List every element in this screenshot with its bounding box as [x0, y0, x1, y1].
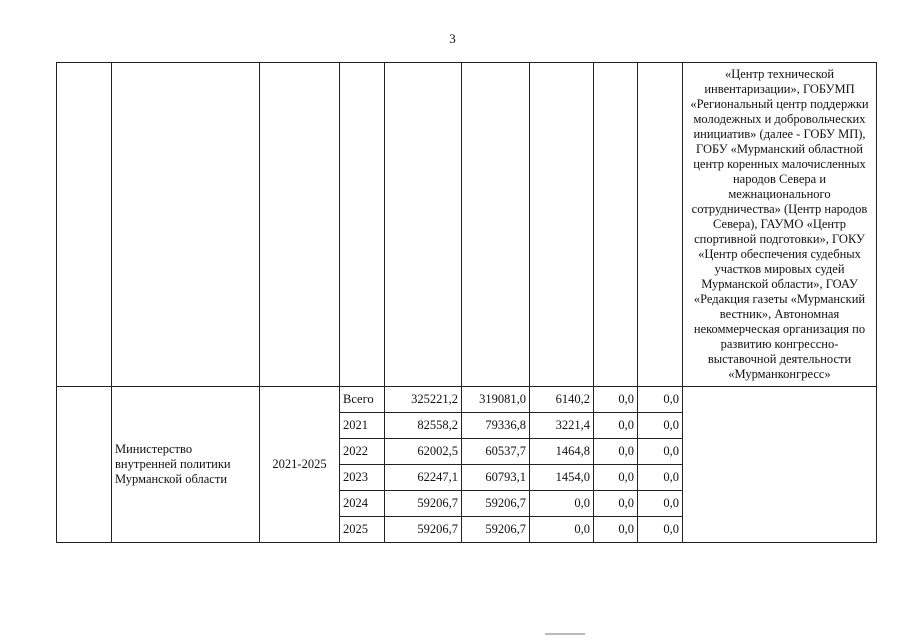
desc-line: межнационального — [728, 187, 831, 201]
empty-cell — [530, 63, 594, 387]
empty-cell — [638, 63, 683, 387]
desc-line: «Редакция газеты «Мурманский — [693, 292, 866, 306]
value-cell: 1464,8 — [530, 439, 594, 465]
value-cell: 3221,4 — [530, 413, 594, 439]
desc-line: развитию конгрессно- — [720, 337, 839, 351]
total-cell: 59206,7 — [385, 491, 462, 517]
empty-cell — [260, 63, 340, 387]
value-cell: 0,0 — [530, 517, 594, 543]
desc-line: спортивной подготовки», ГОКУ — [694, 232, 865, 246]
scan-mark — [545, 633, 585, 635]
value-cell: 0,0 — [594, 491, 638, 517]
value-cell: 0,0 — [594, 413, 638, 439]
value-cell: 0,0 — [638, 413, 683, 439]
desc-line: инвентаризации», ГОБУМП — [704, 82, 855, 96]
value-cell: 0,0 — [638, 387, 683, 413]
value-cell: 60537,7 — [462, 439, 530, 465]
total-cell: 325221,2 — [385, 387, 462, 413]
desc-line: сотрудничества» (Центр народов — [691, 202, 868, 216]
value-cell: 6140,2 — [530, 387, 594, 413]
year-cell: 2025 — [340, 517, 385, 543]
desc-line: ГОБУ «Мурманский областной — [696, 142, 863, 156]
year-cell: 2024 — [340, 491, 385, 517]
desc-line: инициатив» (далее - ГОБУ МП), — [693, 127, 866, 141]
empty-cell — [112, 63, 260, 387]
desc-line: «Центр технической — [724, 67, 835, 81]
value-cell: 0,0 — [594, 465, 638, 491]
year-cell: 2021 — [340, 413, 385, 439]
empty-cell — [683, 387, 877, 543]
empty-cell — [57, 63, 112, 387]
value-cell: 59206,7 — [462, 491, 530, 517]
value-cell: 1454,0 — [530, 465, 594, 491]
empty-cell — [340, 63, 385, 387]
desc-line: выставочной деятельности — [707, 352, 852, 366]
total-cell: 62247,1 — [385, 465, 462, 491]
table-row — [57, 387, 877, 413]
total-cell: 82558,2 — [385, 413, 462, 439]
value-cell: 319081,0 — [462, 387, 530, 413]
desc-line: участков мировых судей — [714, 262, 845, 276]
desc-line: центр коренных малочисленных — [693, 157, 866, 171]
empty-cell — [594, 63, 638, 387]
value-cell: 0,0 — [594, 439, 638, 465]
executors-description — [683, 63, 877, 387]
empty-cell — [385, 63, 462, 387]
organization-period: 2021-2025 — [260, 387, 340, 543]
value-cell: 0,0 — [638, 517, 683, 543]
total-cell: 62002,5 — [385, 439, 462, 465]
desc-line: «Мурманконгресс» — [728, 367, 831, 381]
value-cell: 0,0 — [594, 517, 638, 543]
desc-line: «Региональный центр поддержки — [690, 97, 869, 111]
desc-line: народов Севера и — [732, 172, 827, 186]
budget-table — [56, 62, 877, 543]
desc-line: некоммерческая организация по — [693, 322, 866, 336]
desc-line: вестник», Автономная — [719, 307, 840, 321]
desc-line: молодежных и добровольческих — [693, 112, 866, 126]
year-cell: 2023 — [340, 465, 385, 491]
page-number: 3 — [449, 31, 456, 46]
desc-line: «Центр обеспечения судебных — [698, 247, 861, 261]
value-cell: 0,0 — [638, 439, 683, 465]
organization-name: Министерство внутренней политики Мурманской области — [112, 387, 260, 543]
value-cell: 0,0 — [530, 491, 594, 517]
continuation-row — [57, 63, 877, 387]
desc-line: Мурманской области», ГОАУ — [701, 277, 858, 291]
desc-line: Севера), ГАУМО «Центр — [713, 217, 846, 231]
empty-cell — [57, 387, 112, 543]
value-cell: 0,0 — [638, 491, 683, 517]
total-cell: 59206,7 — [385, 517, 462, 543]
value-cell: 0,0 — [594, 387, 638, 413]
year-cell: 2022 — [340, 439, 385, 465]
value-cell: 0,0 — [638, 465, 683, 491]
year-cell: Всего — [340, 387, 385, 413]
value-cell: 60793,1 — [462, 465, 530, 491]
value-cell: 59206,7 — [462, 517, 530, 543]
value-cell: 79336,8 — [462, 413, 530, 439]
empty-cell — [462, 63, 530, 387]
